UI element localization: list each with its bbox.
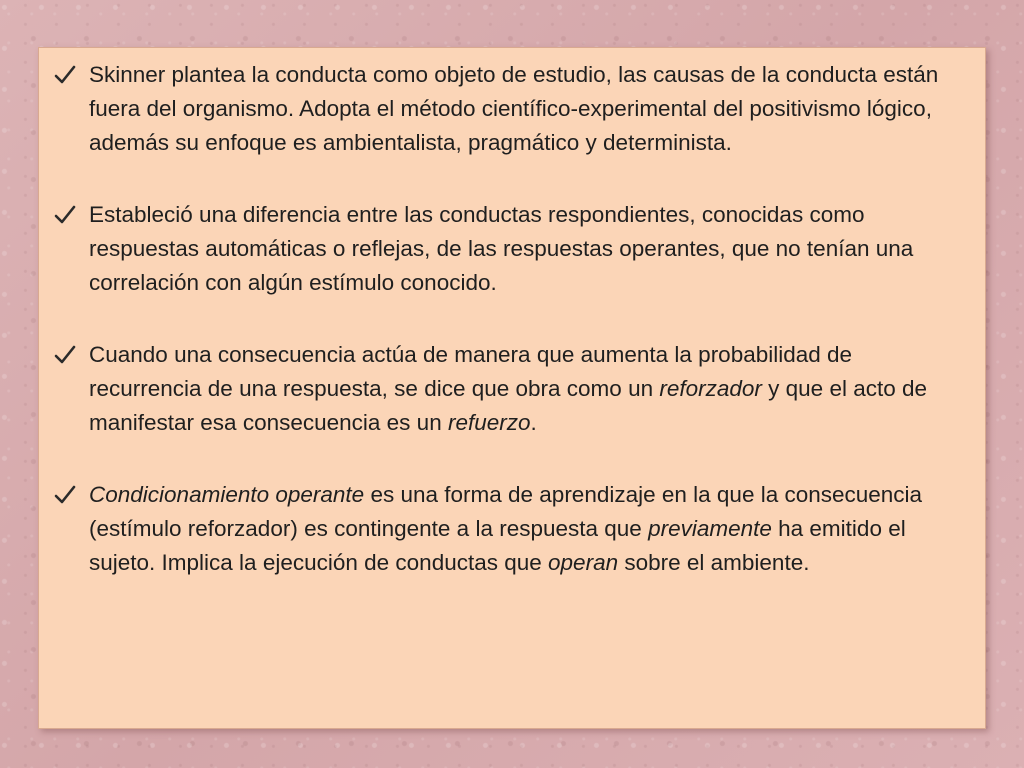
bullet-item-4	[53, 478, 955, 580]
text-segment: y que el acto de manifestar esa consecuencia es un	[89, 376, 928, 435]
check-icon	[53, 483, 77, 507]
bullet-text-2	[89, 198, 955, 300]
text-segment: Cuando una consecuencia actúa de manera que aumenta la probabilidad de recurrencia de una respuesta, se dice que obra como un	[89, 342, 853, 401]
bullet-item-1	[53, 58, 955, 160]
bullet-text-3	[89, 338, 955, 440]
text-segment: es una forma de aprendizaje en la que la consecuencia (estímulo reforzador) es contingente a la respuesta que	[89, 482, 923, 541]
italic-term-condicionamiento-operante: Condicionamiento operante	[89, 482, 365, 507]
italic-term-reforzador: reforzador	[659, 376, 762, 401]
text-segment: .	[530, 410, 537, 435]
check-icon	[53, 203, 77, 227]
check-icon	[53, 63, 77, 87]
bullet-item-2	[53, 198, 955, 300]
slide-content-panel	[38, 47, 986, 729]
italic-term-refuerzo: refuerzo	[447, 410, 531, 435]
italic-term-previamente: previamente	[648, 516, 772, 541]
text-segment: Skinner plantea la conducta como objeto de estudio, las causas de la conducta están fuera del organismo. Adopta el método científico-experimental del positivismo lógico, además su enfoque es ambientalista, pragmático y determinista.	[89, 62, 939, 155]
italic-term-operan: operan	[548, 550, 619, 575]
text-segment: sobre el ambiente.	[618, 550, 810, 575]
text-segment: Estableció una diferencia entre las conductas respondientes, conocidas como respuestas automáticas o reflejas, de las respuestas operantes, que no tenían una correlación con algún estímulo conocido.	[89, 202, 914, 295]
check-icon	[53, 343, 77, 367]
text-segment: ha emitido el sujeto. Implica la ejecución de conductas que	[89, 516, 906, 575]
bullet-text-4	[89, 478, 955, 580]
bullet-text-1	[89, 58, 955, 160]
bullet-item-3	[53, 338, 955, 440]
